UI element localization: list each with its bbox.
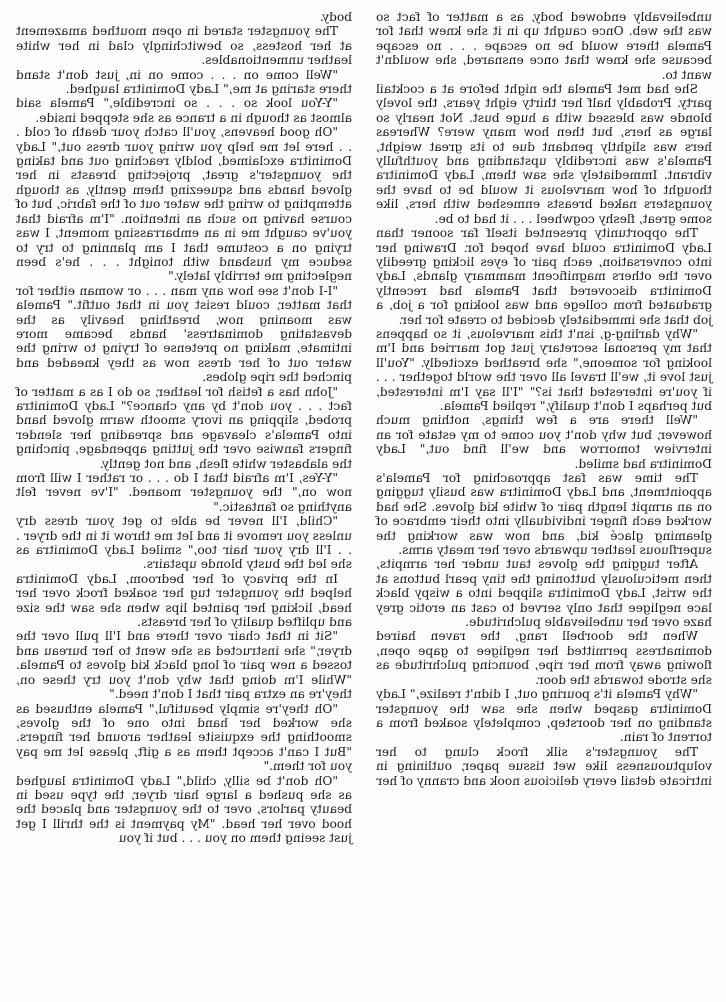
paragraph: The youngster's silk frock clung to her voluptuousness like wet tissue paper, outlining in intricate detail every delicious nook and cranny of her xyxy=(376,744,712,788)
paragraph: She had met Pamela the night before at a cocktail party. Probably half her thirty eight years, the lovely blonde was blessed with a huge bust. Not nearly so large as hers, but then how many were? Whereas hers was slightly pendant due to its great weight, Pamela's was incredibly upstanding and youthfully vibrant. Immediately she saw them, Lady Dominitra thought of how marvelous it would be to have the youngsters naked breasts enmeshed with hers, like some great, fleshy cogwheel . . . it had to be. xyxy=(376,82,712,226)
paragraph: "Oh they're simply beautiful," Pamela enthused as she worked her hand into one of the gloves, smoothing the exquisite leather around her fingers. "But I can't accept them as a gift, please let me pay you for them." xyxy=(16,701,352,774)
paragraph: "Y-Yes, I'm afraid that I do . . . or rather I will from now on," the youngster moaned. "I've never felt anything so fantastic." xyxy=(16,471,352,514)
paragraph: "Why Pamela it's pouring out, I didn't realize," Lady Dominitra gasped when she saw the youngster standing on her doorstep, completely soaked from a torrent of rain. xyxy=(376,687,712,745)
paragraph: "Why darling-g, isn't this marvelous, it so happens that my personal secretary just got married and I'm looking for someone," she breathed excitedly. "You'll just love it, we'll travel all over the world together . . . if you're interested that is?" "I'll say I'm interested, but perhaps I don't qualify," replied Pamela. xyxy=(376,326,712,413)
text-column-1 xyxy=(376,10,712,788)
paragraph: "Well there are a few things, nothing much however, but why don't you come to my estate for an interview tomorrow and we'll find out," Lady Dominitra had smiled. xyxy=(376,413,712,471)
paragraph: "I-I don't see how any man . . . or woman either for that matter, could resist you in that outfit." Pamela was moaning now, breathing heavily as the devastating dominatress' hands became more intimate, making no pretense of trying to wring the water out of her dress now as they kneaded and pinched the ripe globes. xyxy=(16,283,352,385)
paragraph: The opportunity presented itself far sooner than Lady Dominitra could have hoped for. Drawing her into conversation, each pair of eyes licking greedily over the others magnificent mammary glands, Lady Dominitra discovered that Pamela had recently graduated from college and was looking for a job, a job that she immediately decided to create for her. xyxy=(376,226,712,327)
paragraph: "John has a fetish for leather, so do I as a matter of fact . . . you don't by any chance?" Lady Dominitra probed, slipping an ivory smooth warm gloved hand into Pamela's cleavage and spreading her slender fingers fanwise over the jutting appendage, pinching the alabaster white flesh, and not gently. xyxy=(16,384,352,471)
paragraph: body. xyxy=(319,10,352,24)
paragraph: After tugging the gloves taut under her armpits, then meticulously buttoning the tiny pearl buttons at the wrist, Lady Dominitra slipped into a wispy black lace negligee that only served to cast an erotic grey haze over her unbelievable pulchritude. xyxy=(376,557,712,630)
paragraph: "Well come on . . . come on in, just don't stand there staring at me," Lady Dominitra laughed. xyxy=(16,67,352,97)
paragraph: "Oh good heavens, you'll catch your death of cold . . . here let me help you wring your dress out," Lady Dominitra exclaimed, boldly reaching out and taking the youngster's great, projecting breasts in her gloved hands and squeezing them gently, as though attempting to wring the water out of the fabric, but of course having no such an intention. "I'm afraid that you've caught me in an embarrassing moment, I was trying on a costume that I am planning to try to seduce my husband with tonight . . . he's been neglecting me terribly lately." xyxy=(16,125,352,284)
paragraph: In the privacy of her bedroom, Lady Dominitra helped the youngster tug her soaked frock over her head, licking her painted lips when she saw the size and uplifted quality of her breasts. xyxy=(16,571,352,630)
paragraph: The youngster stared in open mouthed amazement at her hostess, so bewitchingly clad in her white leather unmentionables. xyxy=(16,24,352,68)
paragraph: "Y-You look so . . . so incredible," Pamela said almost as though in a trance as she stepped inside. xyxy=(16,96,352,125)
text-column-2 xyxy=(16,10,352,846)
paragraph: When the doorbell rang, the raven haired dominatress permitted her negligee to gape open, flowing away from her ripe, bouncing pulchritude as she strode towards the door. xyxy=(376,629,712,687)
paragraph: The time was fast approaching for Pamela's appointment, and Lady Dominitra was busily tugging on an armpit length pair of white kid gloves. She had worked each finger individually into their embrace of gleaming glacé kid, and now was working the superfluous leather upwards over her meaty arms. xyxy=(376,471,712,558)
paragraph: "Child, I'll never be able to get your dress dry unless you remove it and let me throw it in the dryer . . . I'll dry your hair too," smiled Lady Dominitra as she led the busty blonde upstairs. xyxy=(16,514,352,572)
paragraph: "Oh don't be silly, child," Lady Dominitra laughed as she pushed a large hair dryer, the type used in beauty parlors, over to the youngster and placed the hood over her head. "My payment is the thrill I get just seeing them on you . . . but if you xyxy=(16,773,352,846)
paragraph: unbelievably endowed body, as a matter of fact so was the web. Once caught up in it she knew that for Pamela there would be no escape . . . no escape because she knew that once ensnared, she wouldn't want to. xyxy=(376,10,712,82)
paragraph: "Sit in that chair over there and I'll pull over the dryer," she instructed as she went to her bureau and tossed a new pair of long black kid gloves to Pamela. "While I'm doing that why don't you try these on, they're an extra pair that I don't need." xyxy=(16,629,352,702)
